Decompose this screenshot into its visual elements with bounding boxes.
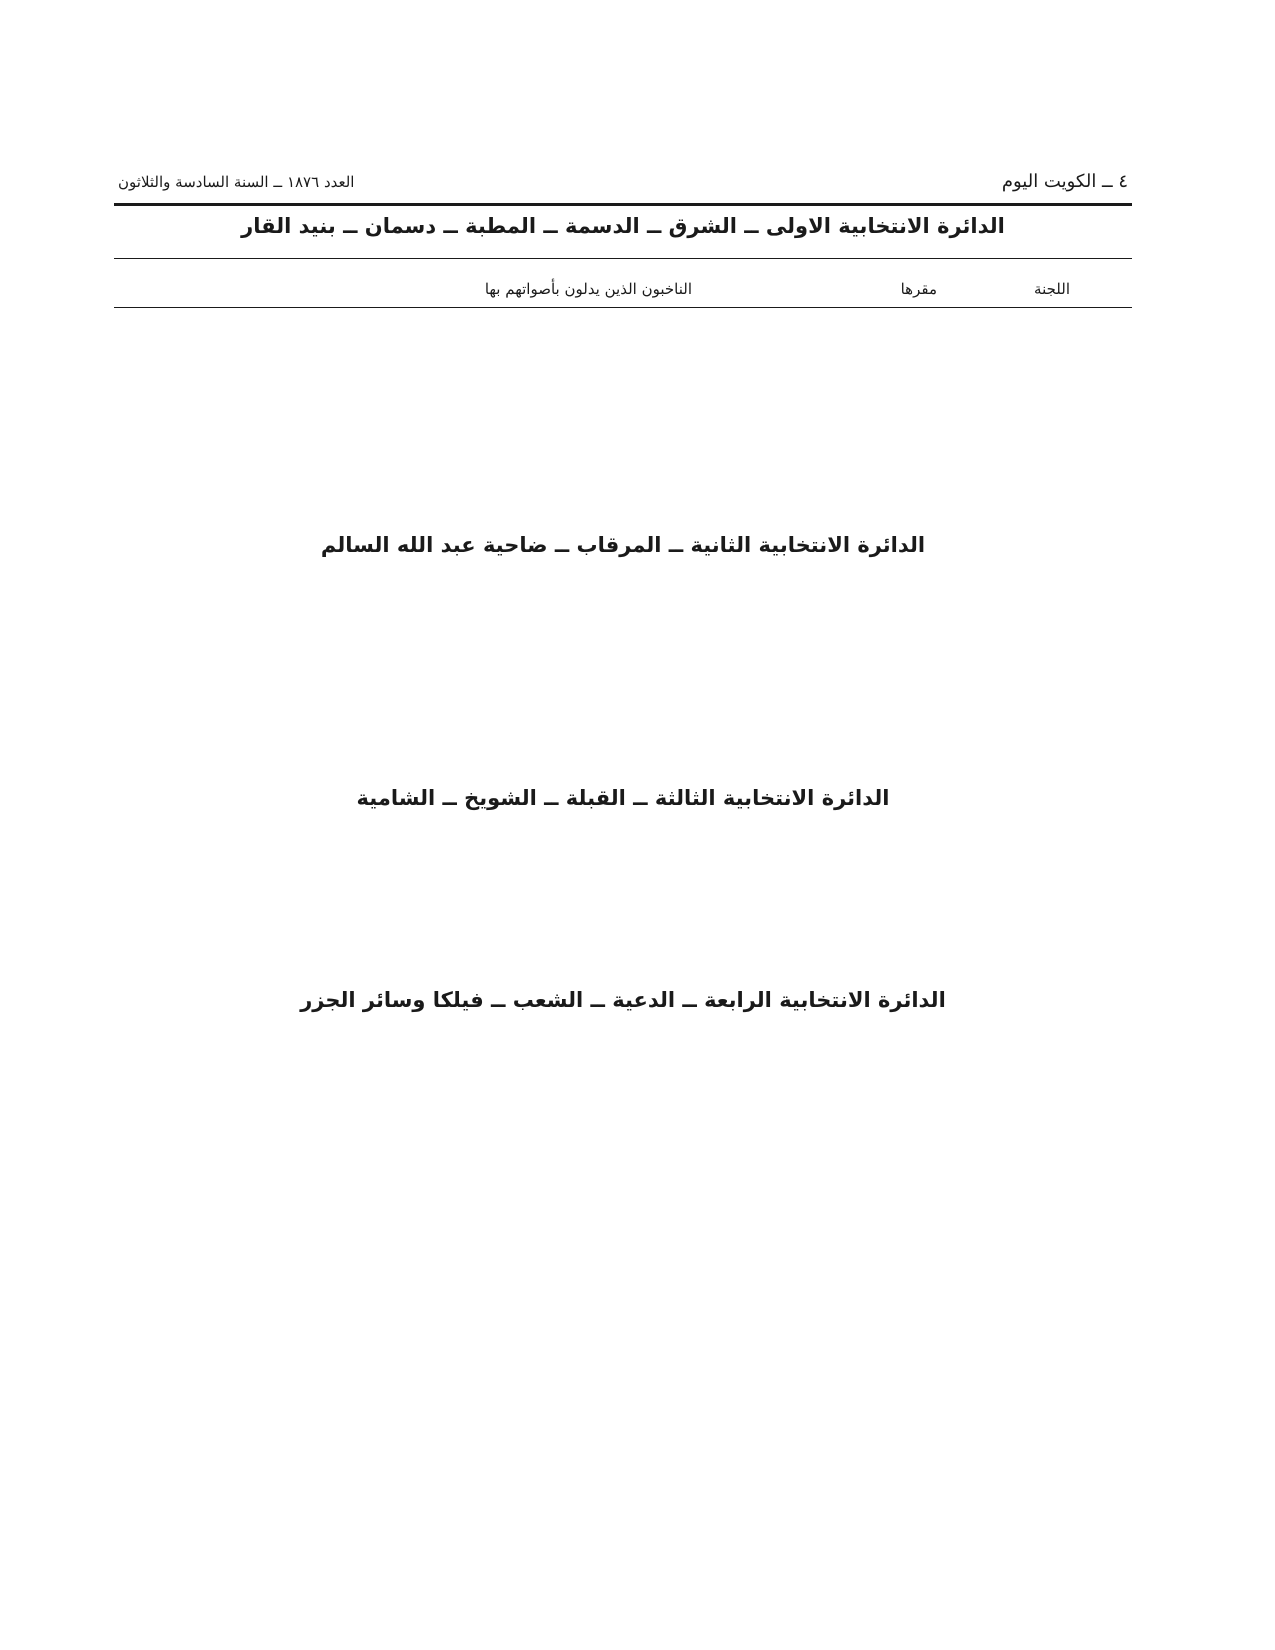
district-2-title: الدائرة الانتخابية الثانية ــ المرقاب ــ ضاحية عبد الله السالم [320, 533, 926, 557]
page-label: ٤ ــ الكويت اليوم [1001, 171, 1128, 192]
column-header-committee: اللجنة [1034, 280, 1070, 298]
column-headers [114, 280, 1132, 306]
district-1-title: الدائرة الانتخابية الاولى ــ الشرق ــ الدسمة ــ المطبة ــ دسمان ــ بنيد القار [241, 214, 1005, 238]
district-4-title: الدائرة الانتخابية الرابعة ــ الدعية ــ الشعب ــ فيلكا وسائر الجزر [300, 988, 946, 1012]
column-header-location: مقرها [900, 280, 937, 298]
running-header [118, 171, 1128, 201]
column-header-bottom-rule [114, 307, 1132, 308]
issue-label: العدد ١٨٧٦ ــ السنة السادسة والثلاثون [118, 173, 355, 191]
column-header-voters: الناخبون الذين يدلون بأصواتهم بها [484, 280, 692, 298]
column-header-top-rule [114, 258, 1132, 259]
district-3-title: الدائرة الانتخابية الثالثة ــ القبلة ــ الشويخ ــ الشامية [356, 786, 890, 810]
header-rule [114, 203, 1132, 206]
